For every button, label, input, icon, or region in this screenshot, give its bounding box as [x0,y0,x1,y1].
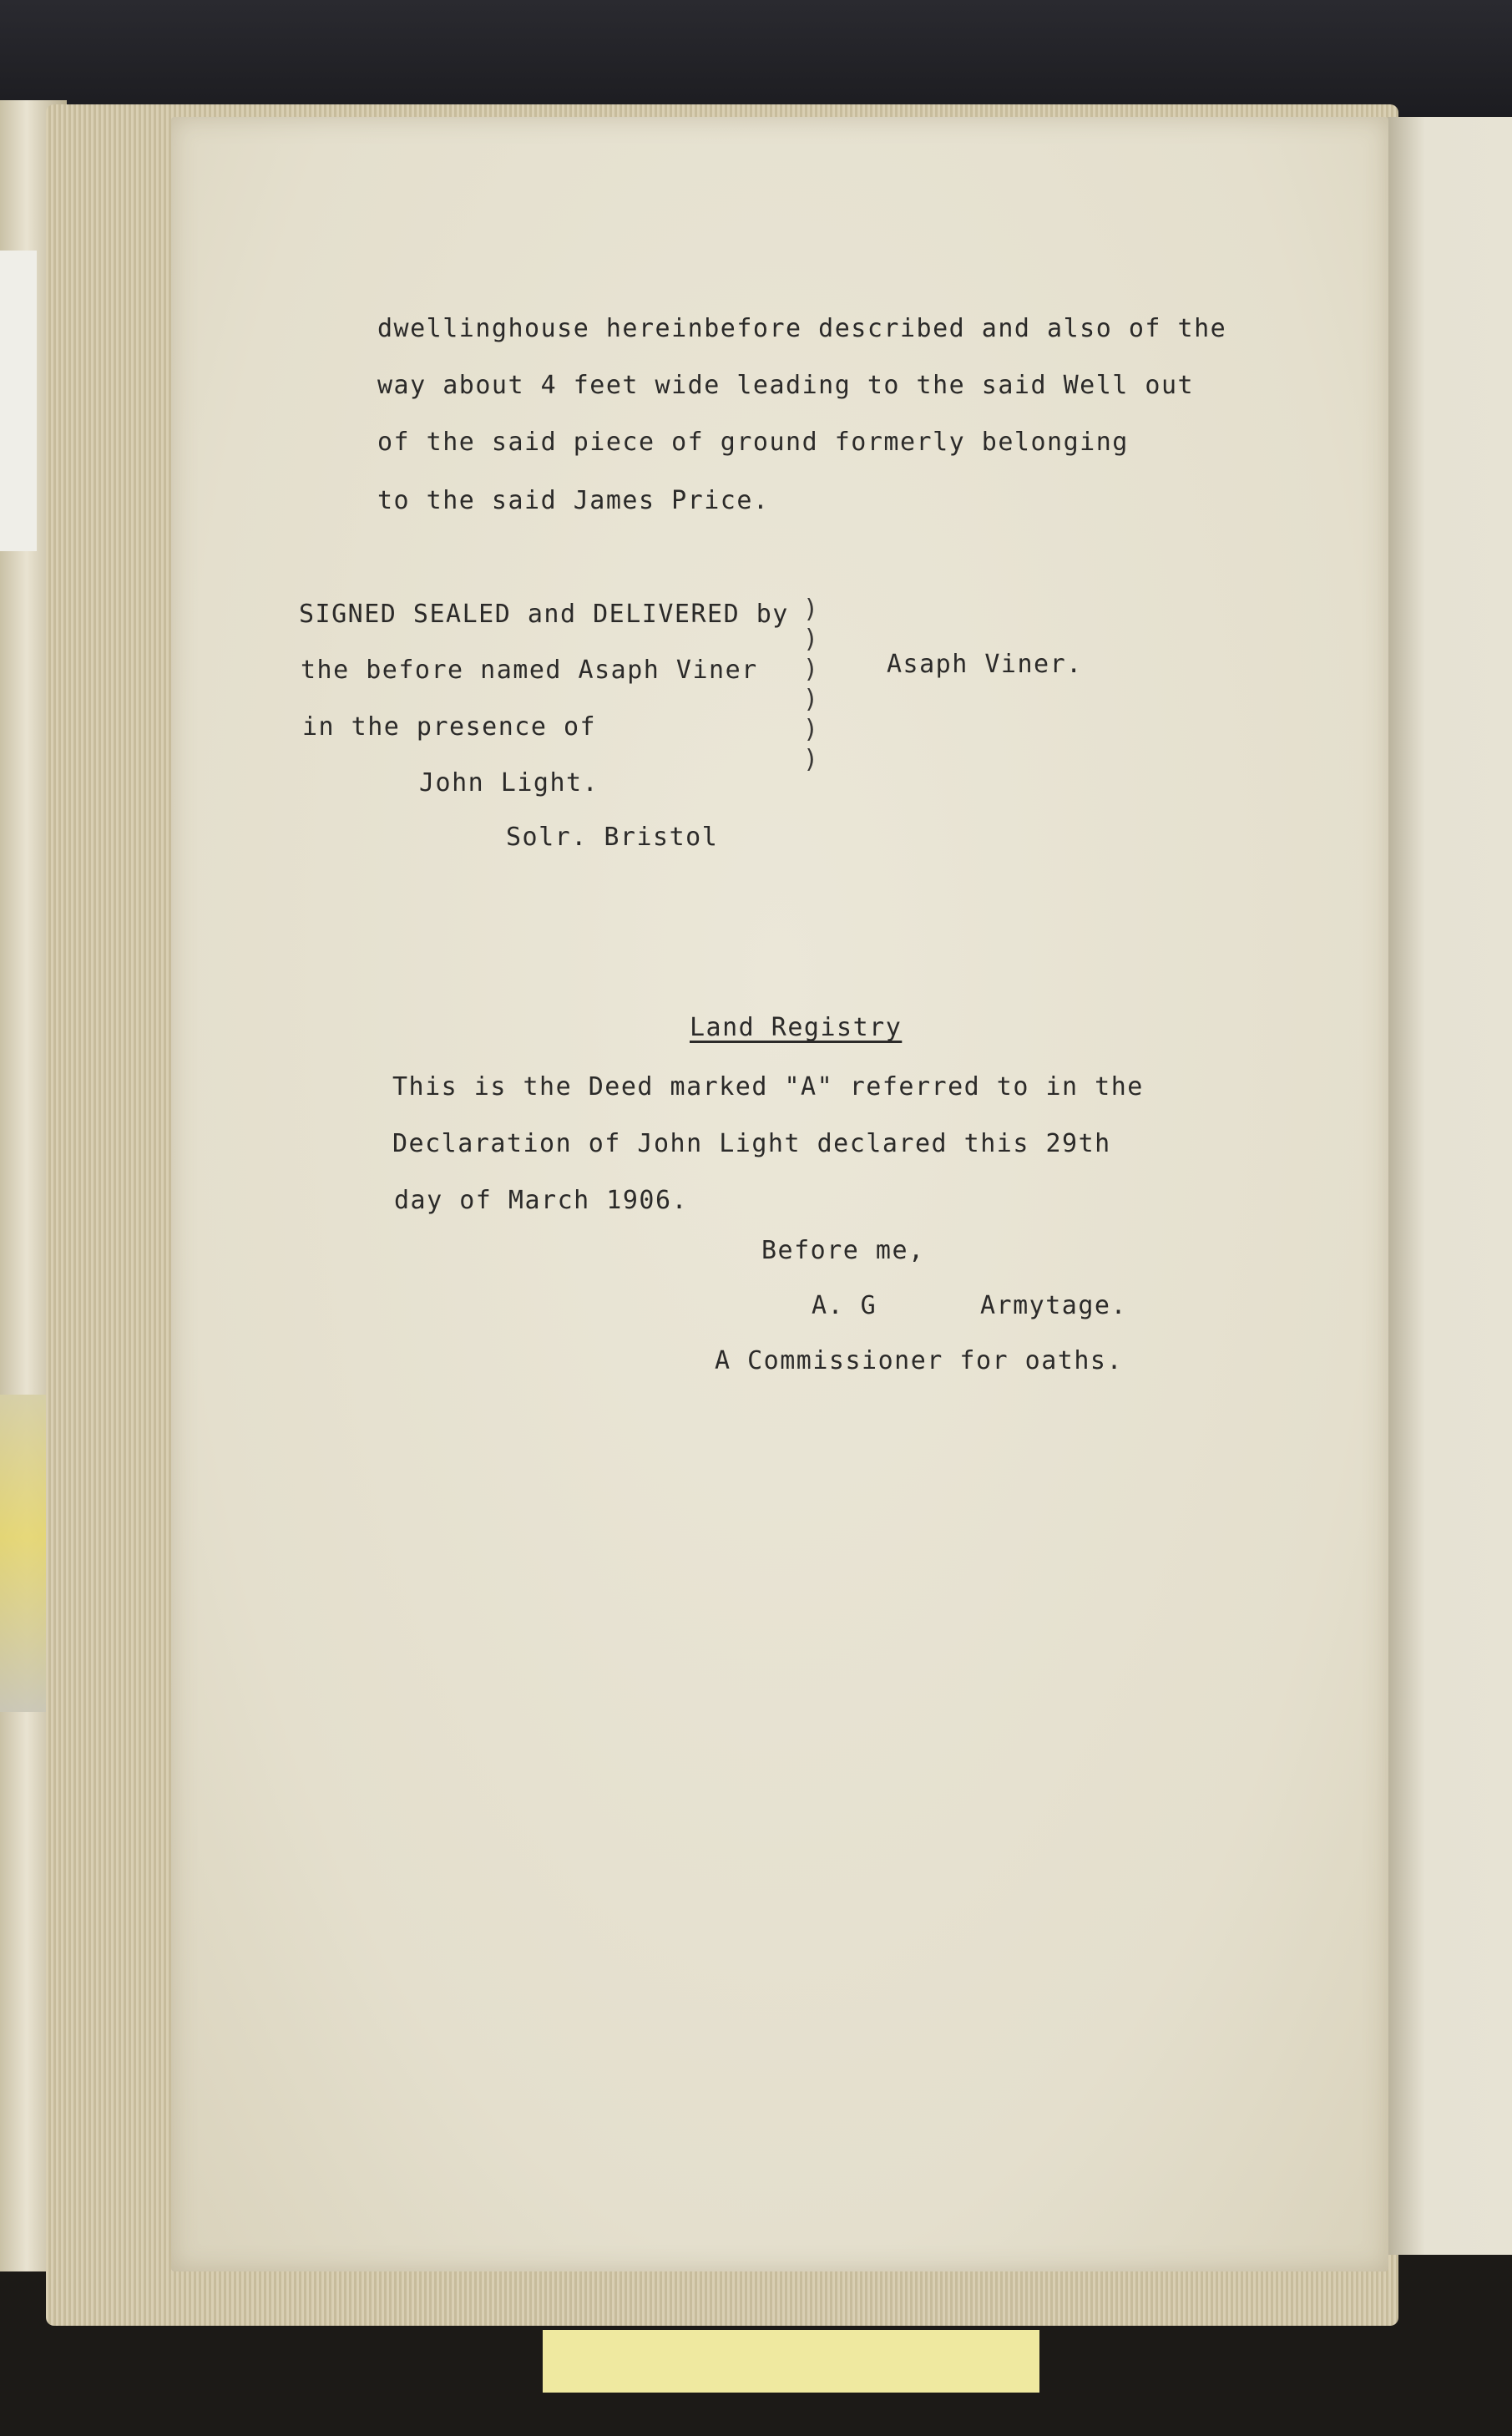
commissioner-surname: Armytage. [980,1291,1128,1320]
body-line-4: to the said James Price. [377,486,770,515]
brace-mark: ) [803,595,819,624]
commissioner-initials: A. G [812,1291,877,1320]
registry-line-1: This is the Deed marked "A" referred to in the [392,1072,1144,1102]
witness-name: John Light. [419,768,599,798]
brace-mark: ) [803,625,819,654]
witness-title: Solr. Bristol [506,823,719,852]
body-line-3: of the said piece of ground formerly belonging [377,428,1129,457]
registry-heading: Land Registry [690,1013,903,1042]
body-line-1: dwellinghouse hereinbefore described and also of the [377,314,1227,343]
attestation-line-3: in the presence of [302,712,597,742]
attestation-line-1: SIGNED SEALED and DELIVERED by [299,600,789,629]
body-line-2: way about 4 feet wide leading to the said Well out [377,371,1195,400]
brace-mark: ) [803,685,819,714]
commissioner-role: A Commissioner for oaths. [715,1346,1124,1375]
registry-line-2: Declaration of John Light declared this 29th [392,1129,1111,1158]
brace-mark: ) [803,715,819,744]
registry-line-3: day of March 1906. [394,1186,689,1215]
facing-page [1388,117,1512,2255]
inserted-paper [0,251,37,551]
attestation-brace [803,595,818,775]
bookmark-slip [543,2330,1039,2393]
signatory-name: Asaph Viner. [887,650,1083,679]
before-me: Before me, [761,1236,925,1265]
brace-mark: ) [803,655,819,684]
brace-mark: ) [803,745,819,774]
attestation-line-2: the before named Asaph Viner [301,656,758,685]
folded-map-insert [0,1395,50,1712]
